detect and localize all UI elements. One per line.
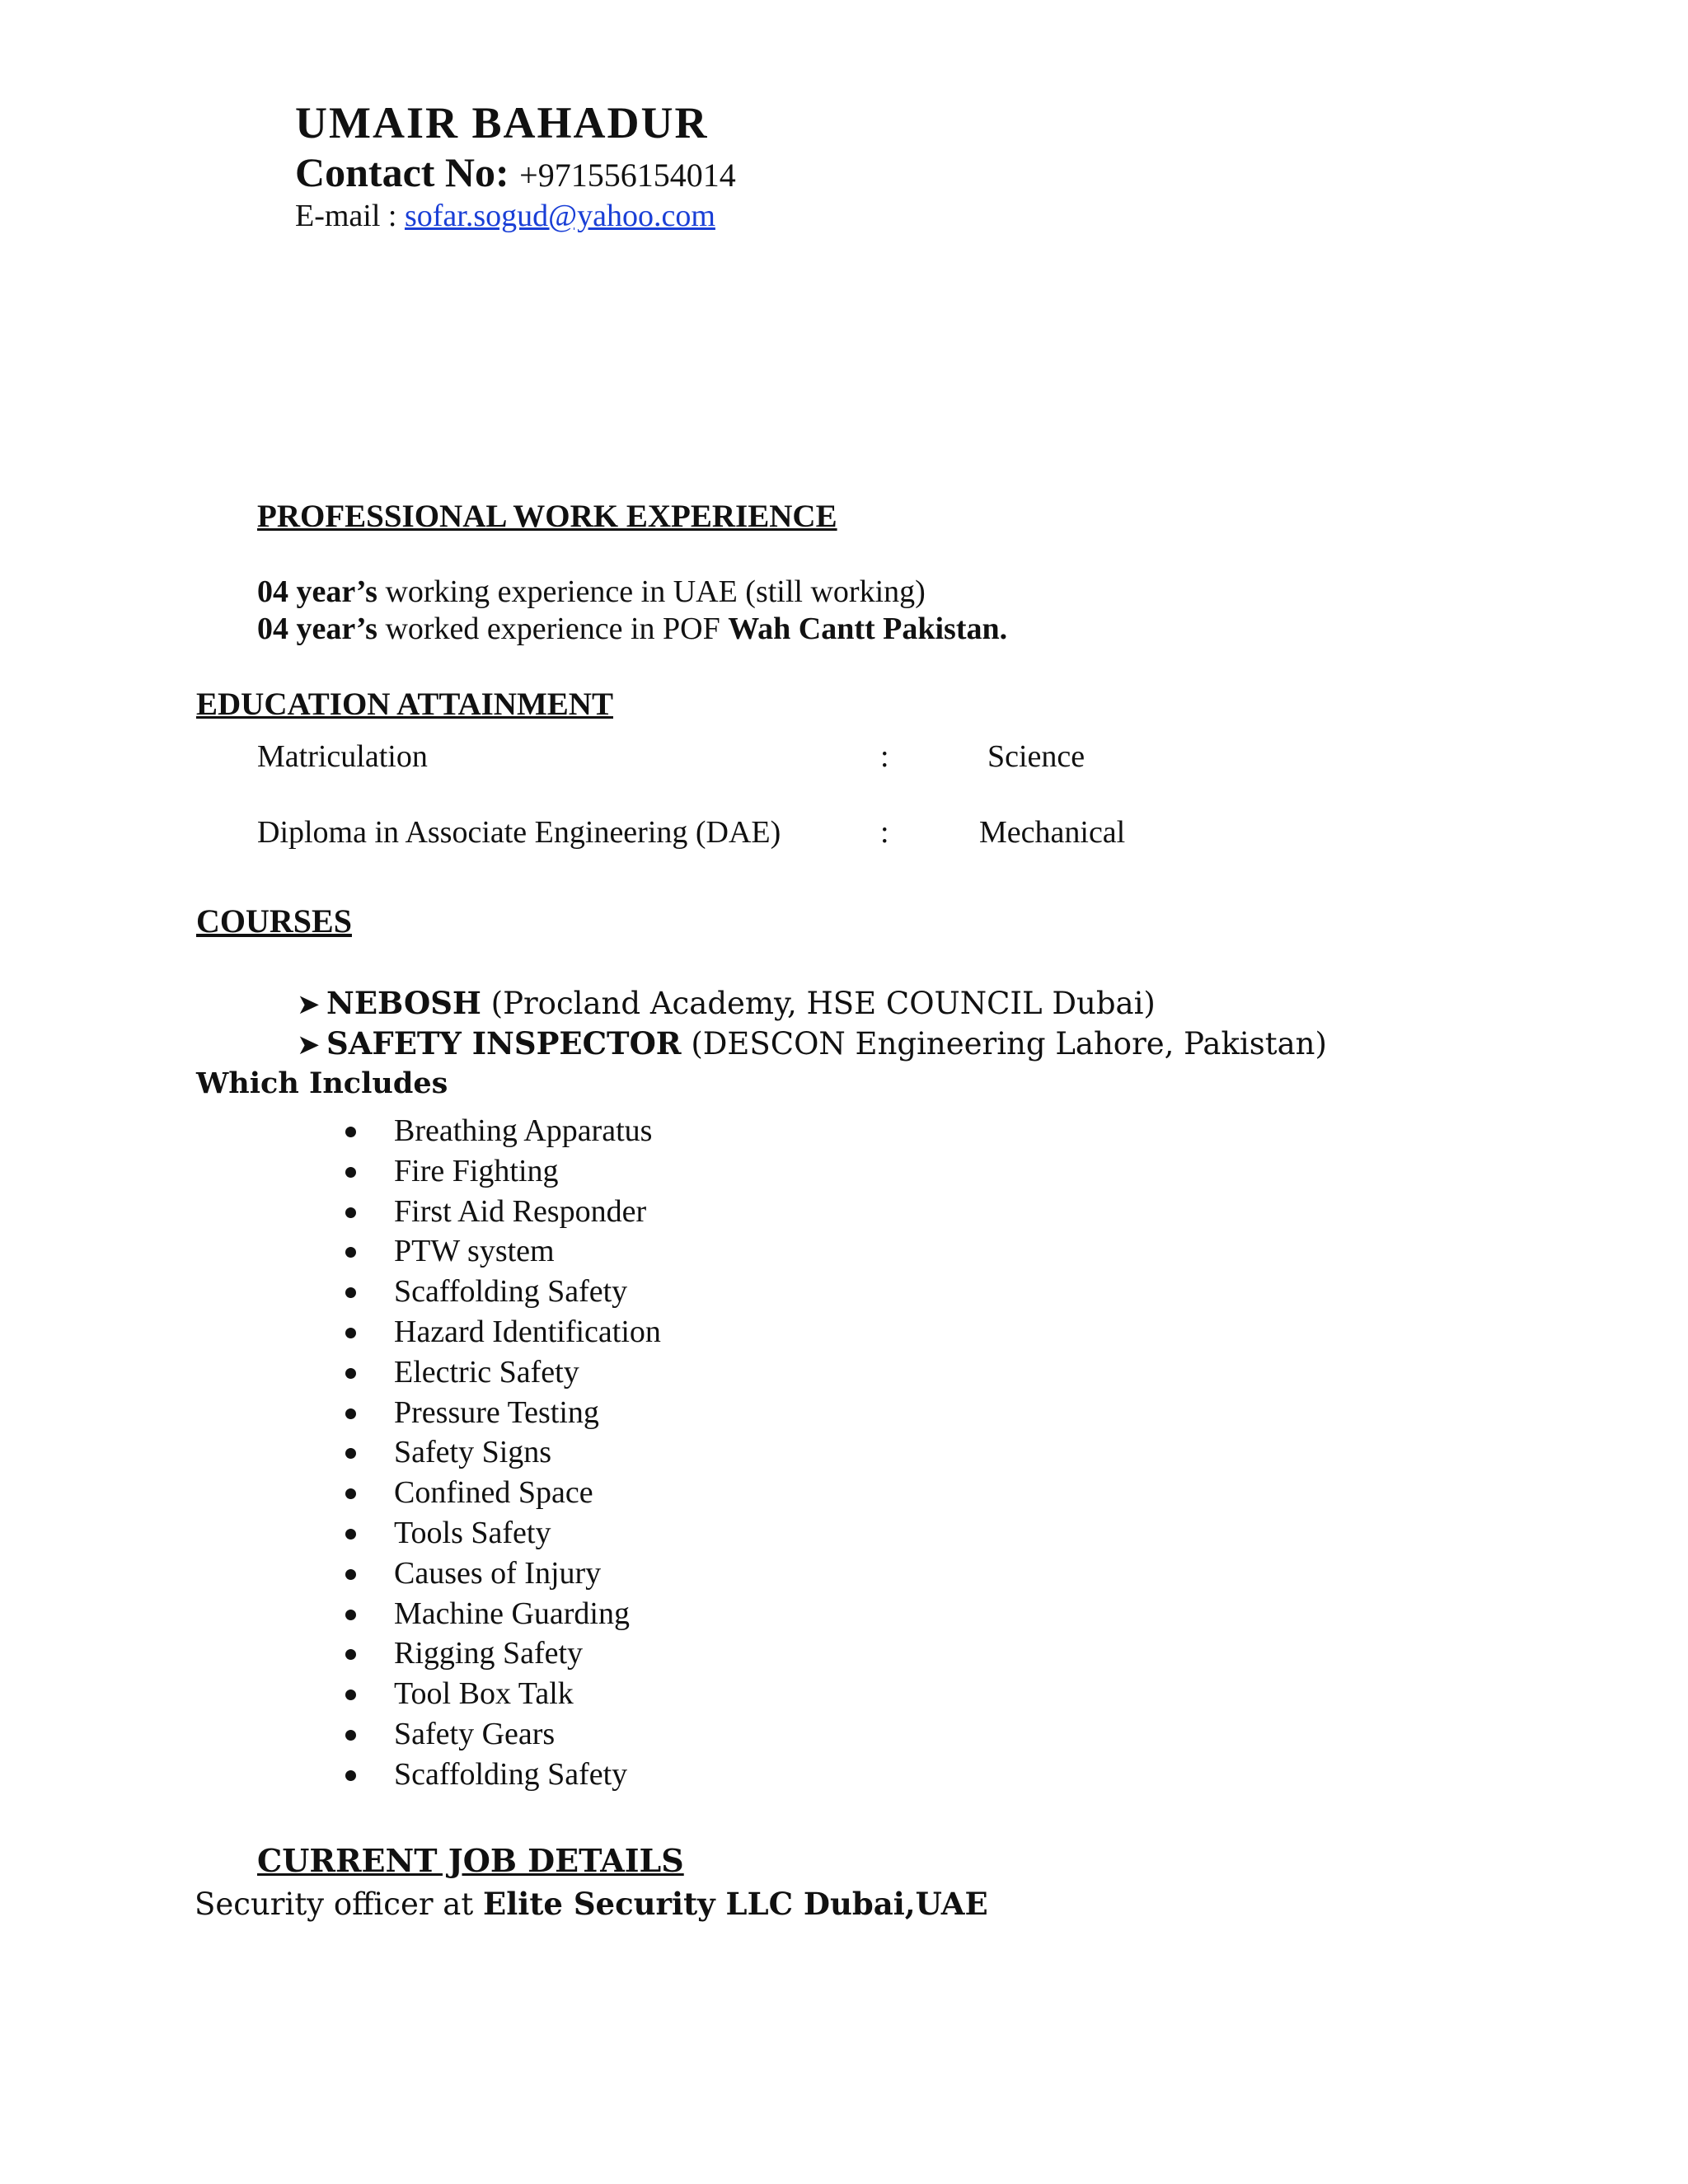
includes-label: Which Includes bbox=[196, 1066, 448, 1100]
list-item: First Aid Responder bbox=[341, 1192, 661, 1232]
bullet-icon bbox=[345, 1207, 356, 1218]
bullet-icon bbox=[345, 1408, 356, 1419]
education-item-2: Diploma in Associate Engineering (DAE) bbox=[257, 815, 781, 850]
list-item: Pressure Testing bbox=[341, 1393, 661, 1433]
list-item: Breathing Apparatus bbox=[341, 1111, 661, 1151]
course-item-2 bbox=[297, 1025, 1327, 1062]
list-item: Confined Space bbox=[341, 1473, 661, 1513]
courses-heading: COURSES bbox=[196, 902, 352, 940]
bullet-icon bbox=[345, 1167, 356, 1178]
current-job-line bbox=[195, 1886, 988, 1922]
experience-location-2: Wah Cantt Pakistan. bbox=[728, 612, 1008, 646]
experience-duration-2: 04 year’s bbox=[257, 612, 377, 646]
email-line bbox=[295, 198, 715, 234]
experience-text-1: working experience in UAE (still working) bbox=[377, 574, 926, 609]
current-job-heading: CURRENT JOB DETAILS bbox=[257, 1842, 684, 1879]
education-sep-1: : bbox=[880, 739, 889, 774]
list-item: PTW system bbox=[341, 1231, 661, 1272]
bullet-icon bbox=[345, 1690, 356, 1700]
list-item: Machine Guarding bbox=[341, 1594, 661, 1634]
bullet-icon bbox=[345, 1368, 356, 1379]
bullet-icon bbox=[345, 1287, 356, 1298]
experience-line-1 bbox=[257, 574, 926, 610]
bullet-icon bbox=[345, 1770, 356, 1781]
bullet-icon bbox=[345, 1247, 356, 1258]
experience-line-2 bbox=[257, 611, 1007, 647]
list-item: Safety Gears bbox=[341, 1714, 661, 1755]
contact-line bbox=[295, 148, 736, 196]
course-name-2: SAFETY INSPECTOR bbox=[326, 1025, 682, 1062]
includes-list bbox=[341, 1111, 661, 1795]
education-value-1: Science bbox=[987, 739, 1085, 774]
education-item-1: Matriculation bbox=[257, 739, 428, 774]
bullet-icon bbox=[345, 1569, 356, 1580]
list-item: Rigging Safety bbox=[341, 1633, 661, 1674]
contact-label: Contact No: bbox=[295, 149, 509, 195]
contact-number: +971556154014 bbox=[519, 157, 736, 194]
current-job-text: Security officer at bbox=[195, 1886, 484, 1922]
email-label: E-mail : bbox=[295, 199, 405, 233]
bullet-icon bbox=[345, 1127, 356, 1137]
list-item: Electric Safety bbox=[341, 1352, 661, 1393]
experience-duration-1: 04 year’s bbox=[257, 574, 377, 609]
list-item: Fire Fighting bbox=[341, 1151, 661, 1192]
education-value-2: Mechanical bbox=[979, 815, 1126, 850]
course-name-1: NEBOSH bbox=[326, 985, 481, 1021]
arrow-bullet-icon: ➤ bbox=[297, 1029, 321, 1062]
bullet-icon bbox=[345, 1610, 356, 1620]
list-item: Tools Safety bbox=[341, 1513, 661, 1554]
list-item: Scaffolding Safety bbox=[341, 1272, 661, 1312]
bullet-icon bbox=[345, 1328, 356, 1338]
bullet-icon bbox=[345, 1649, 356, 1660]
bullet-icon bbox=[345, 1448, 356, 1459]
arrow-bullet-icon: ➤ bbox=[297, 988, 321, 1021]
list-item: Causes of Injury bbox=[341, 1554, 661, 1594]
bullet-icon bbox=[345, 1488, 356, 1499]
list-item: Tool Box Talk bbox=[341, 1674, 661, 1714]
current-job-employer: Elite Security LLC Dubai,UAE bbox=[483, 1886, 988, 1922]
experience-text-2: worked experience in POF bbox=[377, 612, 729, 646]
email-link[interactable]: sofar.sogud@yahoo.com bbox=[404, 199, 715, 233]
education-heading: EDUCATION ATTAINMENT bbox=[196, 687, 613, 722]
list-item: Safety Signs bbox=[341, 1432, 661, 1473]
bullet-icon bbox=[345, 1529, 356, 1540]
education-sep-2: : bbox=[880, 815, 889, 850]
course-item-1 bbox=[297, 985, 1156, 1021]
list-item: Scaffolding Safety bbox=[341, 1755, 661, 1795]
list-item: Hazard Identification bbox=[341, 1312, 661, 1352]
bullet-icon bbox=[345, 1730, 356, 1741]
experience-heading: PROFESSIONAL WORK EXPERIENCE bbox=[257, 499, 837, 534]
course-detail-2: (DESCON Engineering Lahore, Pakistan) bbox=[681, 1026, 1327, 1062]
candidate-name: UMAIR BAHADUR bbox=[295, 98, 709, 148]
course-detail-1: (Procland Academy, HSE COUNCIL Dubai) bbox=[481, 986, 1156, 1021]
